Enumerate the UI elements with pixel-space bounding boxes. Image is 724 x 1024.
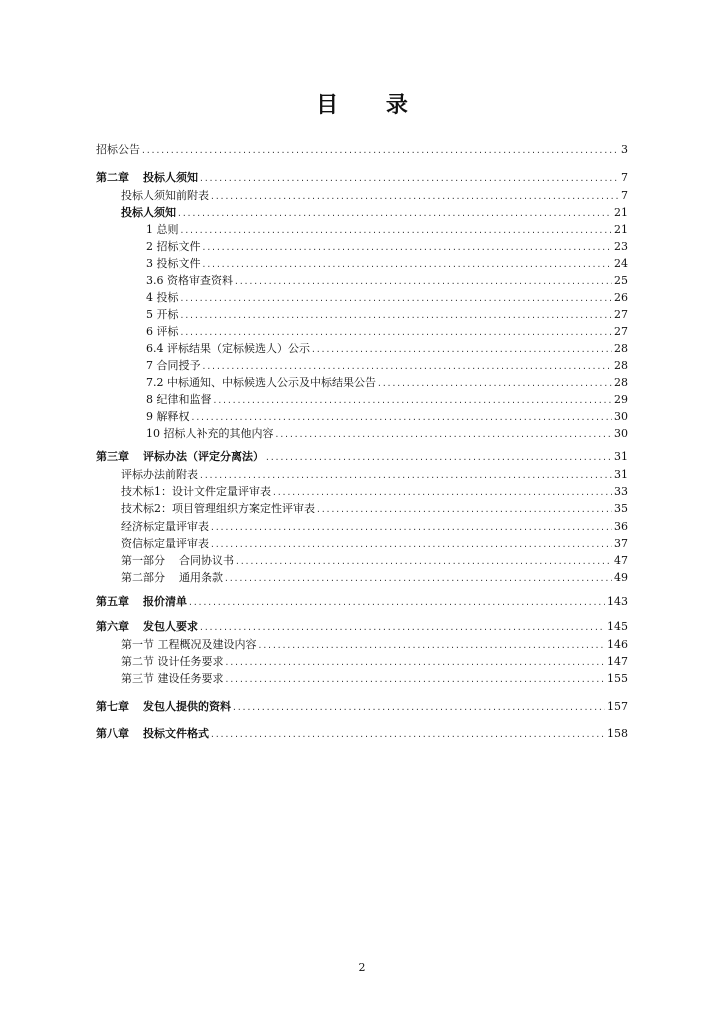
toc-entry-page: 21 [614,223,628,236]
dot-leader [180,292,613,306]
toc-entry[interactable] [96,620,628,635]
dot-leader [213,394,613,408]
toc-entry-page: 146 [607,638,628,651]
toc-entry-label: 2 招标文件 [146,240,201,253]
toc-entry[interactable] [121,502,628,517]
dot-leader [141,144,619,158]
toc-entry[interactable] [146,257,628,272]
dot-leader [210,190,619,204]
toc-entry-page: 21 [614,206,628,219]
toc-entry[interactable] [121,672,628,687]
toc-entry-label: 招标公告 [96,143,140,156]
toc-entry-label: 资信标定量评审表 [121,537,209,550]
toc-entry-page: 49 [614,571,628,584]
toc-entry-page: 158 [607,727,628,740]
toc-entry[interactable] [96,727,628,742]
toc-entry[interactable] [146,274,628,289]
toc-entry[interactable] [146,427,628,442]
toc-entry[interactable] [121,655,628,670]
toc-entry-label: 10 招标人补充的其他内容 [146,427,274,440]
dot-leader [180,309,613,323]
toc-entry[interactable] [121,189,628,204]
toc-entry[interactable] [96,700,628,715]
dot-leader [224,572,612,586]
dot-leader [232,701,605,715]
toc-entry-page: 26 [614,291,628,304]
toc-entry-page: 145 [607,620,628,633]
dot-leader [210,728,605,742]
toc-entry-label: 5 开标 [146,308,179,321]
toc-entry-page: 30 [614,410,628,423]
toc-entry-label: 第六章 发包人要求 [96,620,198,633]
dot-leader [234,275,612,289]
toc-entry-page: 28 [614,376,628,389]
toc-entry-label: 6.4 评标结果（定标候选人）公示 [146,342,310,355]
dot-leader [180,224,613,238]
toc-entry-page: 31 [614,450,628,463]
toc-entry[interactable] [121,468,628,483]
toc-entry-label: 4 投标 [146,291,179,304]
toc-title: 目 录 [316,92,428,118]
toc-entry-label: 投标人须知前附表 [121,189,209,202]
toc-entry[interactable] [96,450,628,465]
toc-entry[interactable] [146,308,628,323]
toc-entry-page: 31 [614,468,628,481]
dot-leader [272,486,612,500]
toc-entry-label: 8 纪律和监督 [146,393,212,406]
toc-entry-label: 第二章 投标人须知 [96,171,198,184]
dot-leader [225,673,606,687]
dot-leader [258,639,606,653]
dot-leader [210,521,612,535]
toc-entry-page: 25 [614,274,628,287]
toc-entry[interactable] [146,393,628,408]
toc-entry-page: 147 [607,655,628,668]
toc-entry[interactable] [146,291,628,306]
dot-leader [235,555,612,569]
toc-entry-page: 36 [614,520,628,533]
dot-leader [210,538,612,552]
dot-leader [199,172,619,186]
toc-entry-label: 9 解释权 [146,410,190,423]
page-number: 2 [358,961,366,974]
toc-entry-page: 155 [607,672,628,685]
toc-entry-label: 第五章 报价清单 [96,595,187,608]
toc-entry-page: 28 [614,342,628,355]
toc-entry-label: 第三节 建设任务要求 [121,672,224,685]
toc-entry-label: 经济标定量评审表 [121,520,209,533]
toc-entry[interactable] [121,520,628,535]
toc-entry-page: 7 [621,189,628,202]
toc-entry-page: 37 [614,537,628,550]
toc-entry-page: 7 [621,171,628,184]
dot-leader [188,596,605,610]
toc-entry[interactable] [121,554,628,569]
toc-entry-page: 3 [621,143,628,156]
toc-entry-label: 第一节 工程概况及建设内容 [121,638,257,651]
dot-leader [265,451,612,465]
dot-leader [311,343,612,357]
toc-entry-label: 评标办法前附表 [121,468,198,481]
dot-leader [199,469,612,483]
dot-leader [191,411,613,425]
dot-leader [202,360,613,374]
toc-entry[interactable] [96,171,628,186]
dot-leader [199,621,605,635]
toc-entry-label: 3.6 资格审查资料 [146,274,233,287]
toc-entry-label: 技术标2：项目管理组织方案定性评审表 [121,502,315,515]
toc-entry-label: 6 评标 [146,325,179,338]
toc-entry-page: 143 [607,595,628,608]
toc-entry-label: 7.2 中标通知、中标候选人公示及中标结果公告 [146,376,376,389]
toc-entry-page: 33 [614,485,628,498]
toc-entry[interactable] [146,240,628,255]
dot-leader [377,377,612,391]
toc-entry-page: 157 [607,700,628,713]
dot-leader [202,258,613,272]
toc-entry-label: 第一部分 合同协议书 [121,554,234,567]
toc-entry-label: 第八章 投标文件格式 [96,727,209,740]
toc-entry[interactable] [121,485,628,500]
toc-entry-page: 24 [614,257,628,270]
toc-entry-page: 29 [614,393,628,406]
toc-entry-page: 27 [614,308,628,321]
toc-entry-page: 47 [614,554,628,567]
toc-entry[interactable] [121,571,628,586]
toc-entry[interactable] [96,595,628,610]
dot-leader [225,656,606,670]
dot-leader [180,326,613,340]
toc-entry-label: 技术标1：设计文件定量评审表 [121,485,271,498]
toc-entry-page: 27 [614,325,628,338]
toc-entry[interactable] [146,325,628,340]
toc-entry-label: 第三章 评标办法（评定分离法） [96,450,264,463]
toc-entry-page: 23 [614,240,628,253]
toc-entry-label: 投标人须知 [121,206,176,219]
toc-entry-page: 28 [614,359,628,372]
toc-entry[interactable] [96,143,628,158]
toc-entry[interactable] [146,342,628,357]
toc-entry-label: 1 总则 [146,223,179,236]
toc-entry[interactable] [146,410,628,425]
toc-entry-label: 第二部分 通用条款 [121,571,223,584]
toc-entry[interactable] [146,223,628,238]
toc-entry-label: 第七章 发包人提供的资料 [96,700,231,713]
toc-entry-label: 7 合同授予 [146,359,201,372]
toc-entry-page: 35 [614,502,628,515]
toc-entry[interactable] [146,359,628,374]
toc-entry[interactable] [121,537,628,552]
toc-entry[interactable] [121,206,628,221]
toc-entry[interactable] [121,638,628,653]
toc-entry[interactable] [146,376,628,391]
toc-entry-page: 30 [614,427,628,440]
toc-entry-label: 第二节 设计任务要求 [121,655,224,668]
dot-leader [275,428,613,442]
dot-leader [316,503,612,517]
dot-leader [177,207,612,221]
dot-leader [202,241,613,255]
toc-entry-label: 3 投标文件 [146,257,201,270]
